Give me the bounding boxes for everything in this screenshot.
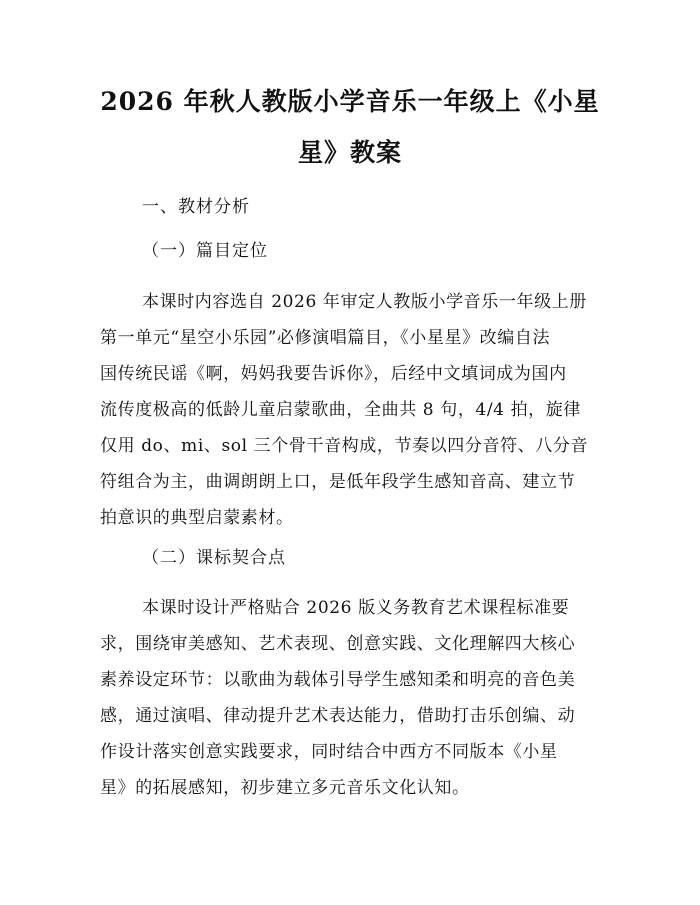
paragraph-line: 本课时内容选自 2026 年审定人教版小学音乐一年级上册 — [142, 292, 587, 312]
paragraph-line: 素养设定环节：以歌曲为载体引导学生感知柔和明亮的音色美 — [100, 670, 576, 690]
paragraph-line: 本课时设计严格贴合 2026 版义务教育艺术课程标准要 — [142, 598, 570, 618]
subsection-heading-curriculum-alignment: （二）课标契合点 — [142, 548, 286, 568]
paragraph-line: 国传统民谣《啊，妈妈我要告诉你》，后经中文填词成为国内 — [100, 364, 567, 384]
paragraph-line: 第一单元“星空小乐园”必修演唱篇目，《小星星》改编自法 — [100, 328, 551, 348]
paragraph-line: 星》的拓展感知，初步建立多元音乐文化认知。 — [100, 778, 470, 798]
paragraph-line: 求，围绕审美感知、艺术表现、创意实践、文化理解四大核心 — [100, 634, 576, 654]
section-heading-materials-analysis: 一、教材分析 — [142, 197, 250, 217]
paragraph-line: 流传度极高的低龄儿童启蒙歌曲，全曲共 8 句，4/4 拍，旋律 — [100, 400, 581, 420]
document-title-line-2: 星》教案 — [297, 138, 402, 167]
paragraph-line: 拍意识的典型启蒙素材。 — [100, 508, 294, 528]
paragraph-line: 仅用 do、mi、sol 三个骨干音构成，节奏以四分音符、八分音 — [100, 436, 589, 456]
document-title-line-1: 2026 年秋人教版小学音乐一年级上《小星 — [100, 87, 600, 116]
paragraph-line: 作设计落实创意实践要求，同时结合中西方不同版本《小星 — [100, 742, 558, 762]
subsection-heading-positioning: （一）篇目定位 — [142, 241, 268, 261]
paragraph-line: 符组合为主，曲调朗朗上口，是低年段学生感知音高、建立节 — [100, 472, 576, 492]
paragraph-line: 感，通过演唱、律动提升艺术表达能力，借助打击乐创编、动 — [100, 706, 576, 726]
